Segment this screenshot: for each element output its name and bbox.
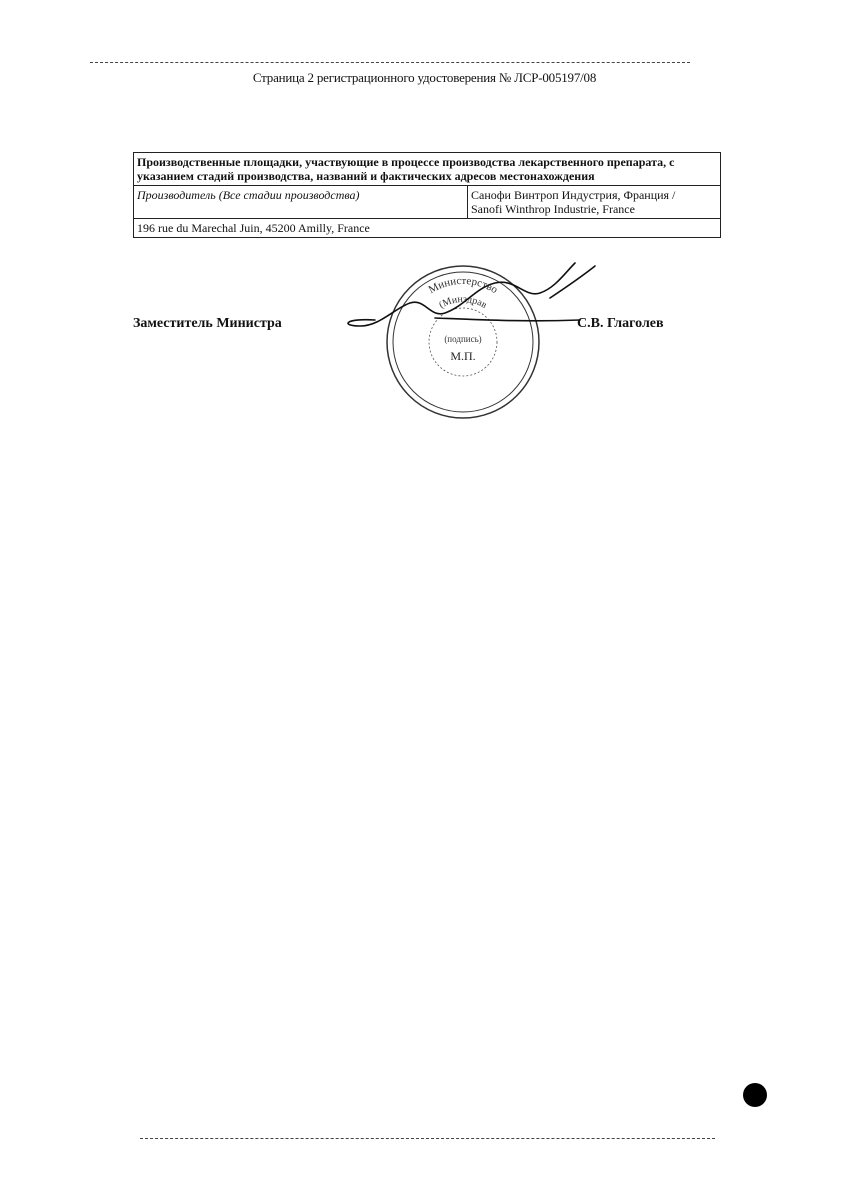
table-row	[134, 219, 721, 238]
production-sites-table	[133, 152, 721, 238]
seal-inner-arc-text: (Минздрав	[437, 293, 489, 312]
table-row	[134, 186, 721, 219]
bottom-scan-rule	[140, 1138, 715, 1139]
manufacturer-role-cell: Производитель (Все стадии производства)	[134, 186, 468, 219]
top-scan-rule	[90, 62, 690, 63]
table-row	[134, 153, 721, 186]
company-name-ru: Санофи Винтроп Индустрия, Франция /	[471, 188, 676, 202]
punch-hole-mark	[743, 1083, 767, 1107]
company-name-en: Sanofi Winthrop Industrie, France	[471, 202, 635, 216]
page-header: Страница 2 регистрационного удостоверения № ЛСР-005197/08	[252, 70, 597, 85]
handwritten-signature	[335, 258, 615, 338]
seal-mp-label: М.П.	[450, 349, 476, 363]
seal-signature-label: (подпись)	[444, 334, 482, 344]
table-heading-cell: Производственные площадки, участвующие в процессе производства лекарственного препарата, с указанием стадий производства, названий и фактических адресов местонахождения	[134, 153, 721, 186]
address-cell: 196 rue du Marechal Juin, 45200 Amilly, France	[134, 219, 721, 238]
signatory-position: Заместитель Министра	[133, 316, 282, 331]
signatory-name: С.В. Глаголев	[577, 316, 664, 331]
manufacturer-name-cell	[468, 186, 721, 219]
seal-top-arc-text: Министерство	[426, 274, 500, 297]
